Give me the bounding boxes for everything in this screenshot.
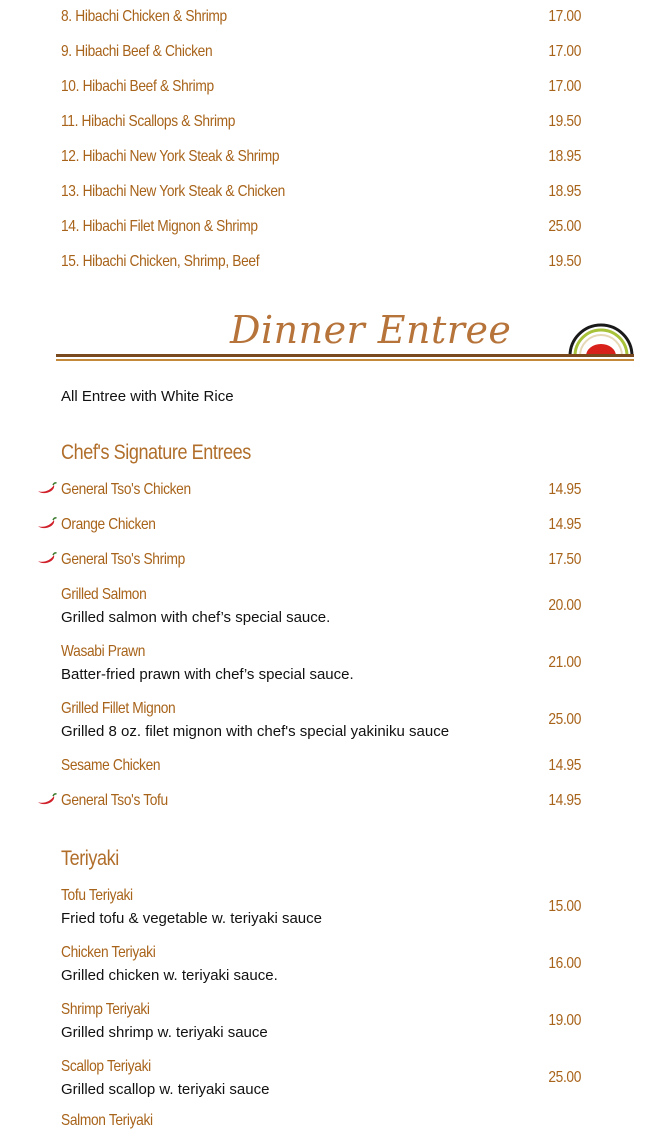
item-name: Orange Chicken <box>61 516 156 533</box>
item-name: Shrimp Teriyaki <box>61 1001 150 1018</box>
section-title-signature: Chef's Signature Entrees <box>61 441 251 464</box>
chili-pepper-icon <box>37 482 57 494</box>
item-name: 13. Hibachi New York Steak & Chicken <box>61 183 285 200</box>
item-description: Grilled scallop w. teriyaki sauce <box>61 1081 270 1098</box>
banner-rule <box>56 359 634 361</box>
chili-pepper-icon <box>37 793 57 805</box>
item-name: 9. Hibachi Beef & Chicken <box>61 43 213 60</box>
item-price: 14.95 <box>548 792 581 809</box>
item-name: 10. Hibachi Beef & Shrimp <box>61 78 214 95</box>
chili-pepper-icon <box>37 552 57 564</box>
item-price: 25.00 <box>548 218 581 235</box>
item-price: 25.00 <box>548 1069 581 1086</box>
item-name: Grilled Salmon <box>61 586 147 603</box>
item-price: 25.00 <box>548 711 581 728</box>
item-name: Scallop Teriyaki <box>61 1058 151 1075</box>
item-price: 19.00 <box>548 1012 581 1029</box>
item-description: Fried tofu & vegetable w. teriyaki sauce <box>61 910 322 927</box>
item-name: Salmon Teriyaki <box>61 1112 153 1129</box>
item-price: 15.00 <box>548 898 581 915</box>
item-price: 18.95 <box>548 148 581 165</box>
item-price: 14.95 <box>548 516 581 533</box>
item-name: Tofu Teriyaki <box>61 887 133 904</box>
item-name: Wasabi Prawn <box>61 643 146 660</box>
item-name: General Tso's Tofu <box>61 792 168 809</box>
item-price: 17.50 <box>548 551 581 568</box>
item-name: 8. Hibachi Chicken & Shrimp <box>61 8 227 25</box>
item-name: Grilled Fillet Mignon <box>61 700 176 717</box>
item-name: General Tso's Chicken <box>61 481 191 498</box>
item-name: 11. Hibachi Scallops & Shrimp <box>61 113 236 130</box>
item-description: Grilled salmon with chef’s special sauce. <box>61 609 331 626</box>
item-name: 14. Hibachi Filet Mignon & Shrimp <box>61 218 258 235</box>
item-price: 14.95 <box>548 757 581 774</box>
item-price: 17.00 <box>548 78 581 95</box>
rice-note: All Entree with White Rice <box>61 388 234 405</box>
item-description: Batter-fried prawn with chef’s special sauce. <box>61 666 354 683</box>
item-description: Grilled shrimp w. teriyaki sauce <box>61 1024 268 1041</box>
section-banner-title: Dinner Entree <box>230 308 512 352</box>
item-name: 12. Hibachi New York Steak & Shrimp <box>61 148 280 165</box>
item-name: Sesame Chicken <box>61 757 161 774</box>
item-price: 14.95 <box>548 481 581 498</box>
item-name: Chicken Teriyaki <box>61 944 156 961</box>
item-price: 18.95 <box>548 183 581 200</box>
item-price: 20.00 <box>548 597 581 614</box>
item-name: 15. Hibachi Chicken, Shrimp, Beef <box>61 253 260 270</box>
item-price: 16.00 <box>548 955 581 972</box>
item-description: Grilled chicken w. teriyaki sauce. <box>61 967 278 984</box>
item-description: Grilled 8 oz. filet mignon with chef's special yakiniku sauce <box>61 723 450 740</box>
item-price: 19.50 <box>548 113 581 130</box>
item-price: 17.00 <box>548 8 581 25</box>
section-title-teriyaki: Teriyaki <box>61 847 119 870</box>
item-price: 21.00 <box>548 654 581 671</box>
item-price: 17.00 <box>548 43 581 60</box>
bowl-icon <box>568 322 634 356</box>
item-price: 19.50 <box>548 253 581 270</box>
banner-rule <box>56 354 634 357</box>
chili-pepper-icon <box>37 517 57 529</box>
item-name: General Tso's Shrimp <box>61 551 185 568</box>
